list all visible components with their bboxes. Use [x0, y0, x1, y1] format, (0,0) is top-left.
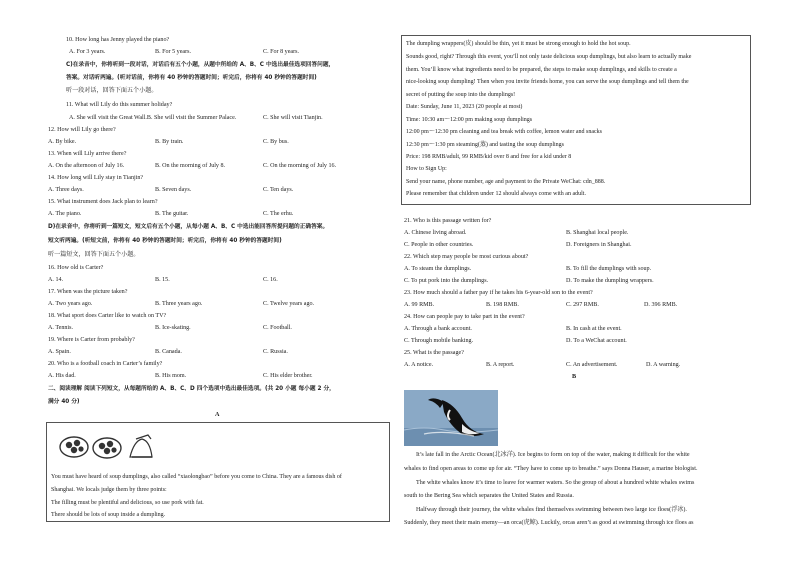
passage-a-continued-box: [401, 35, 751, 205]
passage-a-text: nice-looking soup dumpling! Then when you invite friends home, you can serve the soup dumplings and tell them the: [406, 79, 689, 85]
orca-icon: [404, 390, 498, 446]
option: C. 16.: [263, 277, 278, 283]
option: C. His elder brother.: [263, 373, 313, 379]
option: D. 396 RMB.: [644, 302, 678, 308]
option: B. To fill the dumplings with soup.: [566, 266, 652, 272]
option: D. A warning.: [646, 362, 681, 368]
passage-a-label: A: [215, 411, 220, 418]
option: C. To put pork into the dumplings.: [404, 278, 489, 284]
passage-a-text: There should be lots of soup inside a dumpling.: [51, 512, 166, 518]
option: C. People in other countries.: [404, 242, 474, 248]
option: C. Twelve years ago.: [263, 301, 315, 307]
question-22: 22. Which step may people be most curious about?: [404, 254, 529, 260]
option: C. Football.: [263, 325, 292, 331]
section-c-instructions: 答案。对话听两遍。(听对话前，你将有 40 秒钟的答题时间；听完后，你将有 40 秒钟的答题时间): [66, 75, 317, 81]
option: A. Tennis.: [48, 325, 74, 331]
option: B. Seven days.: [155, 187, 192, 193]
passage-b-text: It’s late fall in the Arctic Ocean(北冰洋). Ice begins to form on top of the water, making it difficult for the white: [416, 452, 690, 458]
question-14: 14. How long will Lily stay in Tianjin?: [48, 175, 144, 181]
passage-a-text: them. You’ll know what ingredients need to be prepared, the steps to make soup dumplings, and skills to create a: [406, 67, 677, 73]
option: A. On the afternoon of July 16.: [48, 163, 125, 169]
option: B. Ice-skating.: [155, 325, 191, 331]
passage-a-text: Shanghai. We locals judge them by three points:: [51, 487, 167, 493]
question-11: 11. What will Lily do this summer holiday?: [66, 102, 173, 108]
dumplings-illustration: [52, 427, 157, 463]
passage-a-text: Sounds good, right? Through this event, you’ll not only taste delicious soup dumplings, but also learn to actually make: [406, 54, 692, 60]
passage-b-text: The white whales know it’s time to leave for warmer waters. So the group of about a hundred white whales swims: [416, 480, 695, 486]
passage-a-text: You must have heard of soup dumplings, also called “xiaolongbao” before you come to China. They are a famous dish of: [51, 474, 342, 480]
option: B. By train.: [155, 139, 184, 145]
option: D. To make the dumpling wrappers.: [566, 278, 654, 284]
option: D. To a WeChat account.: [566, 338, 627, 344]
passage-b-label: B: [572, 373, 577, 380]
option: A. Three days.: [48, 187, 84, 193]
option: B. A report.: [486, 362, 515, 368]
option: C. Russia.: [263, 349, 288, 355]
option: B. The guitar.: [155, 211, 189, 217]
orca-photo: [404, 390, 498, 446]
option: C. An advertisement.: [566, 362, 618, 368]
option: C. 297 RMB.: [566, 302, 599, 308]
event-time: 12:30 pm～1:30 pm steaming(蒸) and tasting the soup dumplings: [406, 142, 564, 148]
option: A. Two years ago.: [48, 301, 93, 307]
section-d-prompt: 听一篇短文，回答下面五个小题。: [48, 252, 140, 258]
question-24: 24. How can people pay to take part in the event?: [404, 314, 525, 320]
option: A. Chinese living abroad.: [404, 230, 467, 236]
option: B. Canada.: [155, 349, 182, 355]
question-18: 18. What sport does Carter like to watch on TV?: [48, 313, 167, 319]
option: C. By bus.: [263, 139, 289, 145]
option: A. 99 RMB.: [404, 302, 435, 308]
option: A. The piano.: [48, 211, 82, 217]
section-c-prompt: 听一段对话，回答下面五个小题。: [66, 88, 158, 94]
option: A. 14.: [48, 277, 64, 283]
question-17: 17. When was the picture taken?: [48, 289, 128, 295]
passage-b-text: Suddenly, they meet their main enemy—an orca(虎鲸). Luckily, orcas aren’t as good at swimming through ice floes as: [404, 520, 694, 526]
question-10: 10. How long has Jenny played the piano?: [66, 37, 170, 43]
option: C. She will visit Tianjin.: [263, 115, 323, 121]
event-time: 12:00 pm～12:30 pm cleaning and tea break with coffee, lemon water and snacks: [406, 129, 602, 135]
event-time: Time: 10:30 am～12:00 pm making soup dumplings: [406, 117, 533, 123]
option: C. For 8 years.: [263, 49, 300, 55]
section-d-instructions: D)在录音中，你将听到一篇短文，短文后有五个小题，从每小题 A、B、C 中选出能回答所提问题的正确答案。: [48, 224, 329, 230]
option: A. A notice.: [404, 362, 434, 368]
question-15: 15. What instrument does Jack plan to learn?: [48, 199, 158, 205]
option: A. Through a bank account.: [404, 326, 472, 332]
option: C. The erhu.: [263, 211, 294, 217]
question-16: 16. How old is Carter?: [48, 265, 104, 271]
part-2-heading: 满分 40 分): [48, 399, 80, 405]
passage-a-text: The filling must be plentiful and delicious, so use pork with fat.: [51, 500, 204, 506]
option: C. Through mobile banking.: [404, 338, 474, 344]
sign-up-text: Send your name, phone number, age and payment to the Private WeChat: cdn_888.: [406, 179, 606, 185]
event-date: Date: Sunday, June 11, 2023 (20 people at most): [406, 104, 523, 110]
option: B. Shanghai local people.: [566, 230, 629, 236]
option: B. On the morning of July 8.: [155, 163, 226, 169]
passage-a-box: [46, 422, 390, 522]
section-c-instructions: C)在录音中，你将听到一段对话，对话后有五个小题，从题中所给的 A、B、C 中选出最佳选项回答问题，: [66, 62, 335, 68]
part-2-heading: 二、阅读理解 阅读下列短文，从每题所给的 A、B、C、D 四个选项中选出最佳选项。(共 20 小题 每小题 2 分，: [48, 386, 335, 392]
option: A. She will visit the Great Wall.B. She will visit the Summer Palace.: [69, 115, 237, 121]
option: B. 15.: [155, 277, 170, 283]
option: B. 198 RMB.: [486, 302, 519, 308]
passage-b-text: Halfway through their journey, the white whales find themselves swimming between two large ice floes(浮冰).: [416, 507, 687, 513]
option: A. Spain.: [48, 349, 71, 355]
option: A. To steam the dumplings.: [404, 266, 472, 272]
question-13: 13. When will Lily arrive there?: [48, 151, 127, 157]
option: A. For 3 years.: [69, 49, 106, 55]
sign-up-heading: How to Sign Up:: [406, 166, 447, 172]
question-25: 25. What is the passage?: [404, 350, 464, 356]
event-price: Price: 198 RMB/adult, 99 RMB/kid over 8 and free for a kid under 8: [406, 154, 572, 160]
option: D. Foreigners in Shanghai.: [566, 242, 632, 248]
option: B. His mom.: [155, 373, 187, 379]
option: A. By bike.: [48, 139, 77, 145]
passage-b-text: whales to find open areas to come up for air. “They have to come up to breathe.” says Donna Hauser, a marine biologist.: [404, 466, 698, 472]
question-19: 19. Where is Carter from probably?: [48, 337, 135, 343]
option: C. Ten days.: [263, 187, 294, 193]
option: A. His dad.: [48, 373, 76, 379]
option: B. Three years ago.: [155, 301, 203, 307]
question-21: 21. Who is this passage written for?: [404, 218, 492, 224]
option: B. In cash at the event.: [566, 326, 622, 332]
passage-a-text: secret of putting the soup into the dumplings!: [406, 92, 516, 98]
question-23: 23. How much should a father pay if he takes his 6-year-old son to the event?: [404, 290, 593, 296]
passage-a-text: The dumpling wrappers(皮) should be thin, yet it must be strong enough to hold the hot soup.: [406, 41, 631, 47]
sign-up-text: Please remember that children under 12 should always come with an adult.: [406, 191, 586, 197]
question-20: 20. Who is a football coach in Carter’s family?: [48, 361, 163, 367]
passage-b-text: south to the Bering Sea which separates the United States and Russia.: [404, 493, 574, 499]
option: B. For 5 years.: [155, 49, 192, 55]
question-12: 12. How will Lily go there?: [48, 127, 116, 133]
option: C. On the morning of July 16.: [263, 163, 337, 169]
section-d-instructions: 短文听两遍。(听短文前，你将有 40 秒钟的答题时间；听完后，你将有 40 秒钟的答题时间): [48, 238, 282, 244]
